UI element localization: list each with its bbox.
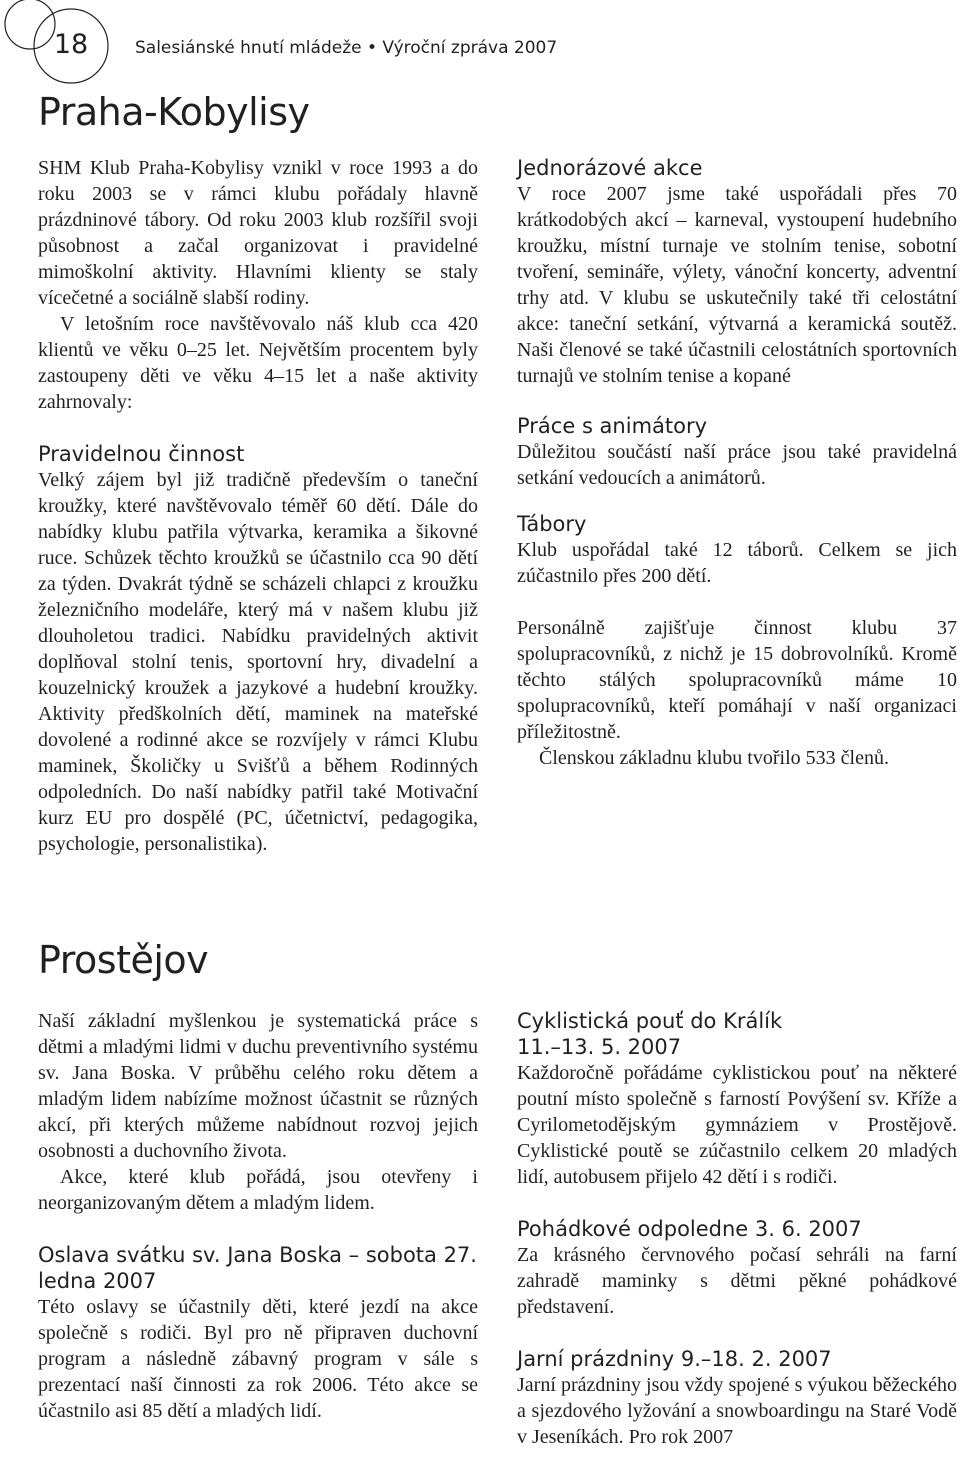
paragraph: Členskou základnu klubu tvořilo 533 členů. xyxy=(539,747,889,769)
subheading-cycling-pilgrimage: Cyklistická pouť do Králík 11.–13. 5. 2007 xyxy=(517,1009,783,1059)
page-number-badge xyxy=(0,0,110,90)
subheading-camps: Tábory xyxy=(517,512,587,536)
paragraph: Velký zájem byl již tradičně především o taneční kroužky, které navštěvovalo téměř 60 dětí. Dále do nabídky klubu patřila výtvarka, keramika a šikovné ruce. Schůzek těchto kroužků se účastnilo cca 90 dětí za týden. Dvakrát týdně se scházeli chlapci z kroužku železničního modeláře, který má v našem klubu již dlouholetou tradici. Nabídku pravidelných aktivit doplňoval stolní tenis, sportovní hry, divadelní a kouzelnický kroužek a jazykové a hudební kroužky. Aktivity předškolních dětí, maminek na mateřské dovolené a rodinné akce se rozvíjely v rámci Klubu maminek, Školičky u Svišťů a během Rodinných odpoledních. Do naší nabídky patřil také Motivační kurz EU pro dospělé (PC, účetnictví, pedagogika, psychologie, personalistika). xyxy=(38,469,478,855)
running-head: Salesiánské hnutí mládeže • Výroční zpráva 2007 xyxy=(135,38,558,58)
section-title-prostejov: Prostějov xyxy=(38,938,209,982)
paragraph: Naší základní myšlenkou je systematická práce s dětmi a mladými lidmi v duchu preventivního systému sv. Jana Boska. V průběhu celého roku dětem a mladým lidem nabízíme možnost účastnit se různých akcí, při kterých můžeme nabídnout rozvoj jejich osobnosti a duchovního života. xyxy=(38,1010,478,1162)
paragraph: SHM Klub Praha-Kobylisy vznikl v roce 1993 a do roku 2003 se v rámci klubu pořádaly hlavně prázdninové tábory. Od roku 2003 klub rozšířil svoji působnost a začal organizovat i pravidelné mimoškolní aktivity. Hlavními klienty se staly vícečetné a sociálně slabší rodiny. xyxy=(38,157,478,309)
paragraph: Jarní prázdniny jsou vždy spojené s výukou běžeckého a sjezdového lyžování a snowboardingu na Staré Vodě v Jeseníkách. Pro rok 2007 xyxy=(517,1374,957,1448)
prostejov-right-column xyxy=(517,1008,957,1450)
section-title-praha-kobylisy: Praha-Kobylisy xyxy=(38,90,310,134)
subheading-don-bosco-feast: Oslava svátku sv. Jana Boska – sobota 27. ledna 2007 xyxy=(38,1243,477,1293)
paragraph: Personálně zajišťuje činnost klubu 37 spolupracovníků, z nichž je 15 dobrovolníků. Kromě těchto stálých spolupracovníků máme 10 spolupracovníků, kteří pomáhají v naší organizaci příležitostně. xyxy=(517,617,957,743)
paragraph: Každoročně pořádáme cyklistickou pouť na některé poutní místo společně s farností Povýšení sv. Kříže a Cyrilometodějským gymnáziem v Prostějově. Cyklistické poutě se zúčastnilo celkem 20 mladých lidí, autobusem přijelo 42 dětí i s rodiči. xyxy=(517,1062,957,1188)
paragraph: Klub uspořádal také 12 táborů. Celkem se jich zúčastnilo přes 200 dětí. xyxy=(517,539,957,587)
subheading-animators: Práce s animátory xyxy=(517,414,708,438)
paragraph: V roce 2007 jsme také uspořádali přes 70 krátkodobých akcí – karneval, vystoupení hudebního kroužku, místní turnaje ve stolním tenise, sobotní tvoření, semináře, výlety, vánoční koncerty, adventní trhy atd. V klubu se uskutečnily také tři celostátní akce: taneční setkání, výtvarná a keramická soutěž. Naši členové se také účastnili celostátních sportovních turnajů ve stolním tenise a kopané xyxy=(517,183,957,387)
subheading-one-off-events: Jednorázové akce xyxy=(517,156,703,180)
subheading-fairytale-afternoon: Pohádkové odpoledne 3. 6. 2007 xyxy=(517,1217,862,1241)
praha-right-column xyxy=(517,155,957,771)
page-number: 18 xyxy=(53,29,89,60)
paragraph: Akce, které klub pořádá, jsou otevřeny i neorganizovaným dětem a mladým lidem. xyxy=(38,1166,478,1214)
praha-left-column xyxy=(38,155,478,857)
paragraph: Za krásného červnového počasí sehráli na farní zahradě maminky s dětmi pěkné pohádkové představení. xyxy=(517,1244,957,1318)
paragraph: V letošním roce navštěvovalo náš klub cca 420 klientů ve věku 0–25 let. Největším procentem byly zastoupeny děti ve věku 4–15 let a naše aktivity zahrnovaly: xyxy=(38,313,478,413)
subheading-spring-holidays: Jarní prázdniny 9.–18. 2. 2007 xyxy=(517,1347,832,1371)
paragraph: Této oslavy se účastnily děti, které jezdí na akce společně s rodiči. Byl pro ně připraven duchovní program a následně zábavný program v sále s prezentací naší činnosti za rok 2006. Této akce se účastnilo asi 85 dětí a mladých lidí. xyxy=(38,1296,478,1422)
paragraph: Důležitou součástí naší práce jsou také pravidelná setkání vedoucích a animátorů. xyxy=(517,441,957,489)
prostejov-left-column xyxy=(38,1008,478,1424)
subheading-regular-activities: Pravidelnou činnost xyxy=(38,442,245,466)
